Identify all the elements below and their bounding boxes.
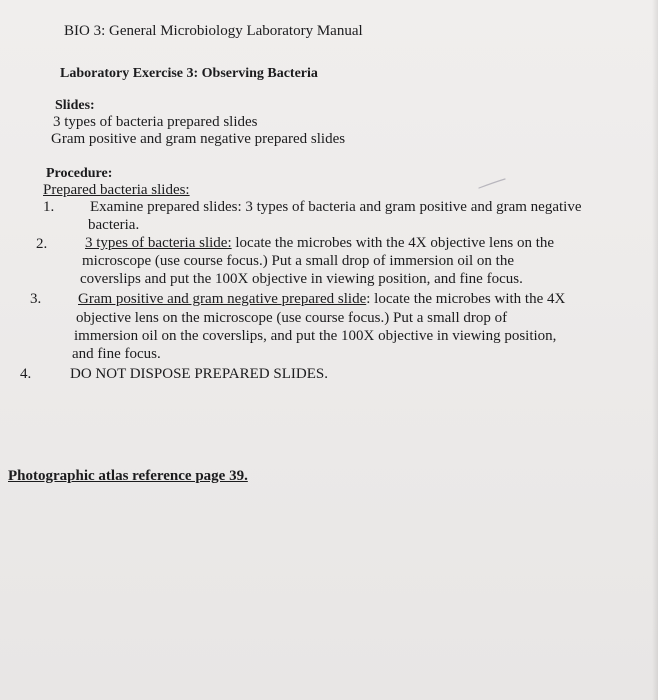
step-first-line: [78, 291, 565, 308]
slides-item: Gram positive and gram negative prepared slides: [51, 131, 346, 147]
step-link-text: Gram positive and gram negative prepared slide: [78, 291, 367, 307]
step-number: 3.: [30, 291, 42, 307]
step-text-line: DO NOT DISPOSE PREPARED SLIDES.: [70, 366, 328, 382]
step-text-line: immersion oil on the coverslips, and put the 100X objective in viewing position,: [74, 328, 557, 344]
page-edge-shadow: [652, 0, 658, 700]
slides-heading: Slides:: [55, 98, 95, 113]
step-text-line: coverslips and put the 100X objective in viewing position, and fine focus.: [80, 271, 523, 287]
slides-item: 3 types of bacteria prepared slides: [53, 114, 258, 130]
step-text-line: Examine prepared slides: 3 types of bacteria and gram positive and gram negative: [90, 199, 582, 215]
procedure-subheading: Prepared bacteria slides:: [43, 182, 190, 198]
step-number: 1.: [43, 199, 55, 215]
pen-mark-icon: [478, 178, 506, 190]
step-text-line: objective lens on the microscope (use course focus.) Put a small drop of: [76, 310, 508, 326]
step-link-text: 3 types of bacteria slide:: [85, 235, 232, 251]
manual-title: BIO 3: General Microbiology Laboratory Manual: [64, 23, 363, 39]
procedure-heading: Procedure:: [46, 166, 113, 181]
step-text-line: microscope (use course focus.) Put a small drop of immersion oil on the: [82, 253, 514, 269]
step-number: 4.: [20, 366, 32, 382]
step-text-line: bacteria.: [88, 217, 140, 233]
atlas-reference: Photographic atlas reference page 39.: [8, 468, 248, 484]
exercise-title: Laboratory Exercise 3: Observing Bacteria: [60, 66, 318, 81]
step-text-line: locate the microbes with the 4X objective lens on the: [231, 235, 555, 251]
step-first-line: [85, 235, 554, 252]
step-number: 2.: [36, 236, 48, 252]
step-text-line: : locate the microbes with the 4X: [366, 291, 566, 307]
step-text-line: and fine focus.: [72, 346, 161, 362]
